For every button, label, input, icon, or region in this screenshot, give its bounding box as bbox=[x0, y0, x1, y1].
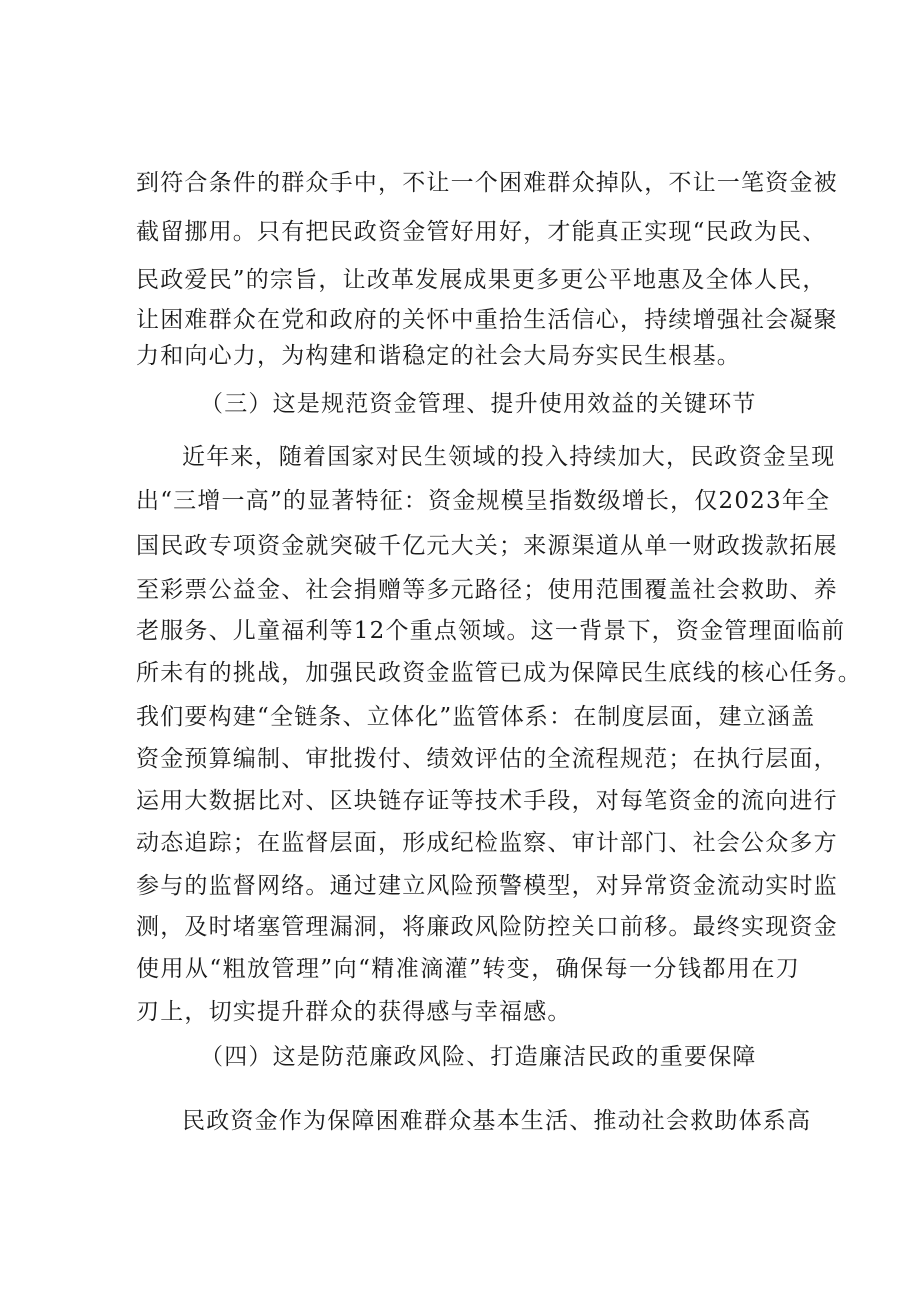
paragraph-line: 截留挪用。只有把民政资金管好用好，才能真正实现“民政为民、 bbox=[136, 219, 827, 245]
paragraph-line: 出“三增一高”的显著特征：资金规模呈指数级增长，仅2023年全 bbox=[136, 488, 831, 514]
paragraph-line: 到符合条件的群众手中，不让一个困难群众掉队，不让一笔资金被 bbox=[136, 170, 838, 196]
paragraph-line: 让困难群众在党和政府的关怀中重拾生活信心，持续增强社会凝聚 bbox=[136, 307, 838, 333]
paragraph-line: 民政资金作为保障困难群众基本生活、推动社会救助体系高 bbox=[182, 1108, 812, 1134]
paragraph-line: 至彩票公益金、社会捐赠等多元路径；使用范围覆盖社会救助、养 bbox=[136, 577, 838, 603]
paragraph-line: 近年来，随着国家对民生领域的投入持续加大，民政资金呈现 bbox=[182, 444, 836, 470]
paragraph-line: 使用从“粗放管理”向“精准滴灌”转变，确保每一分钱都用在刀 bbox=[136, 956, 800, 982]
paragraph-line: 所未有的挑战，加强民政资金监管已成为保障民生底线的核心任务。 bbox=[136, 660, 862, 686]
paragraph-line: 刃上，切实提升群众的获得感与幸福感。 bbox=[136, 999, 572, 1025]
paragraph-line: 运用大数据比对、区块链存证等技术手段，对每笔资金的流向进行 bbox=[136, 788, 838, 814]
paragraph-line: 我们要构建“全链条、立体化”监管体系：在制度层面，建立涵盖 bbox=[136, 704, 816, 730]
paragraph-line: 动态追踪；在监督层面，形成纪检监察、审计部门、社会公众多方 bbox=[136, 830, 838, 856]
paragraph-line: 民政爱民”的宗旨，让改革发展成果更多更公平地惠及全体人民， bbox=[136, 267, 827, 293]
paragraph-line: 资金预算编制、审批拨付、绩效评估的全流程规范；在执行层面， bbox=[136, 746, 838, 772]
paragraph-line: 力和向心力，为构建和谐稳定的社会大局夯实民生根基。 bbox=[136, 343, 741, 369]
paragraph-line: 老服务、儿童福利等12个重点领域。这一背景下，资金管理面临前 bbox=[136, 618, 846, 644]
section-heading-3: （三）这是规范资金管理、提升使用效益的关键环节 bbox=[200, 391, 757, 417]
paragraph-line: 测，及时堵塞管理漏洞，将廉政风险防控关口前移。最终实现资金 bbox=[136, 914, 838, 940]
paragraph-line: 参与的监督网络。通过建立风险预警模型，对异常资金流动实时监 bbox=[136, 873, 838, 899]
section-heading-4: （四）这是防范廉政风险、打造廉洁民政的重要保障 bbox=[200, 1044, 757, 1070]
paragraph-line: 国民政专项资金就突破千亿元大关；来源渠道从单一财政拨款拓展 bbox=[136, 533, 838, 559]
